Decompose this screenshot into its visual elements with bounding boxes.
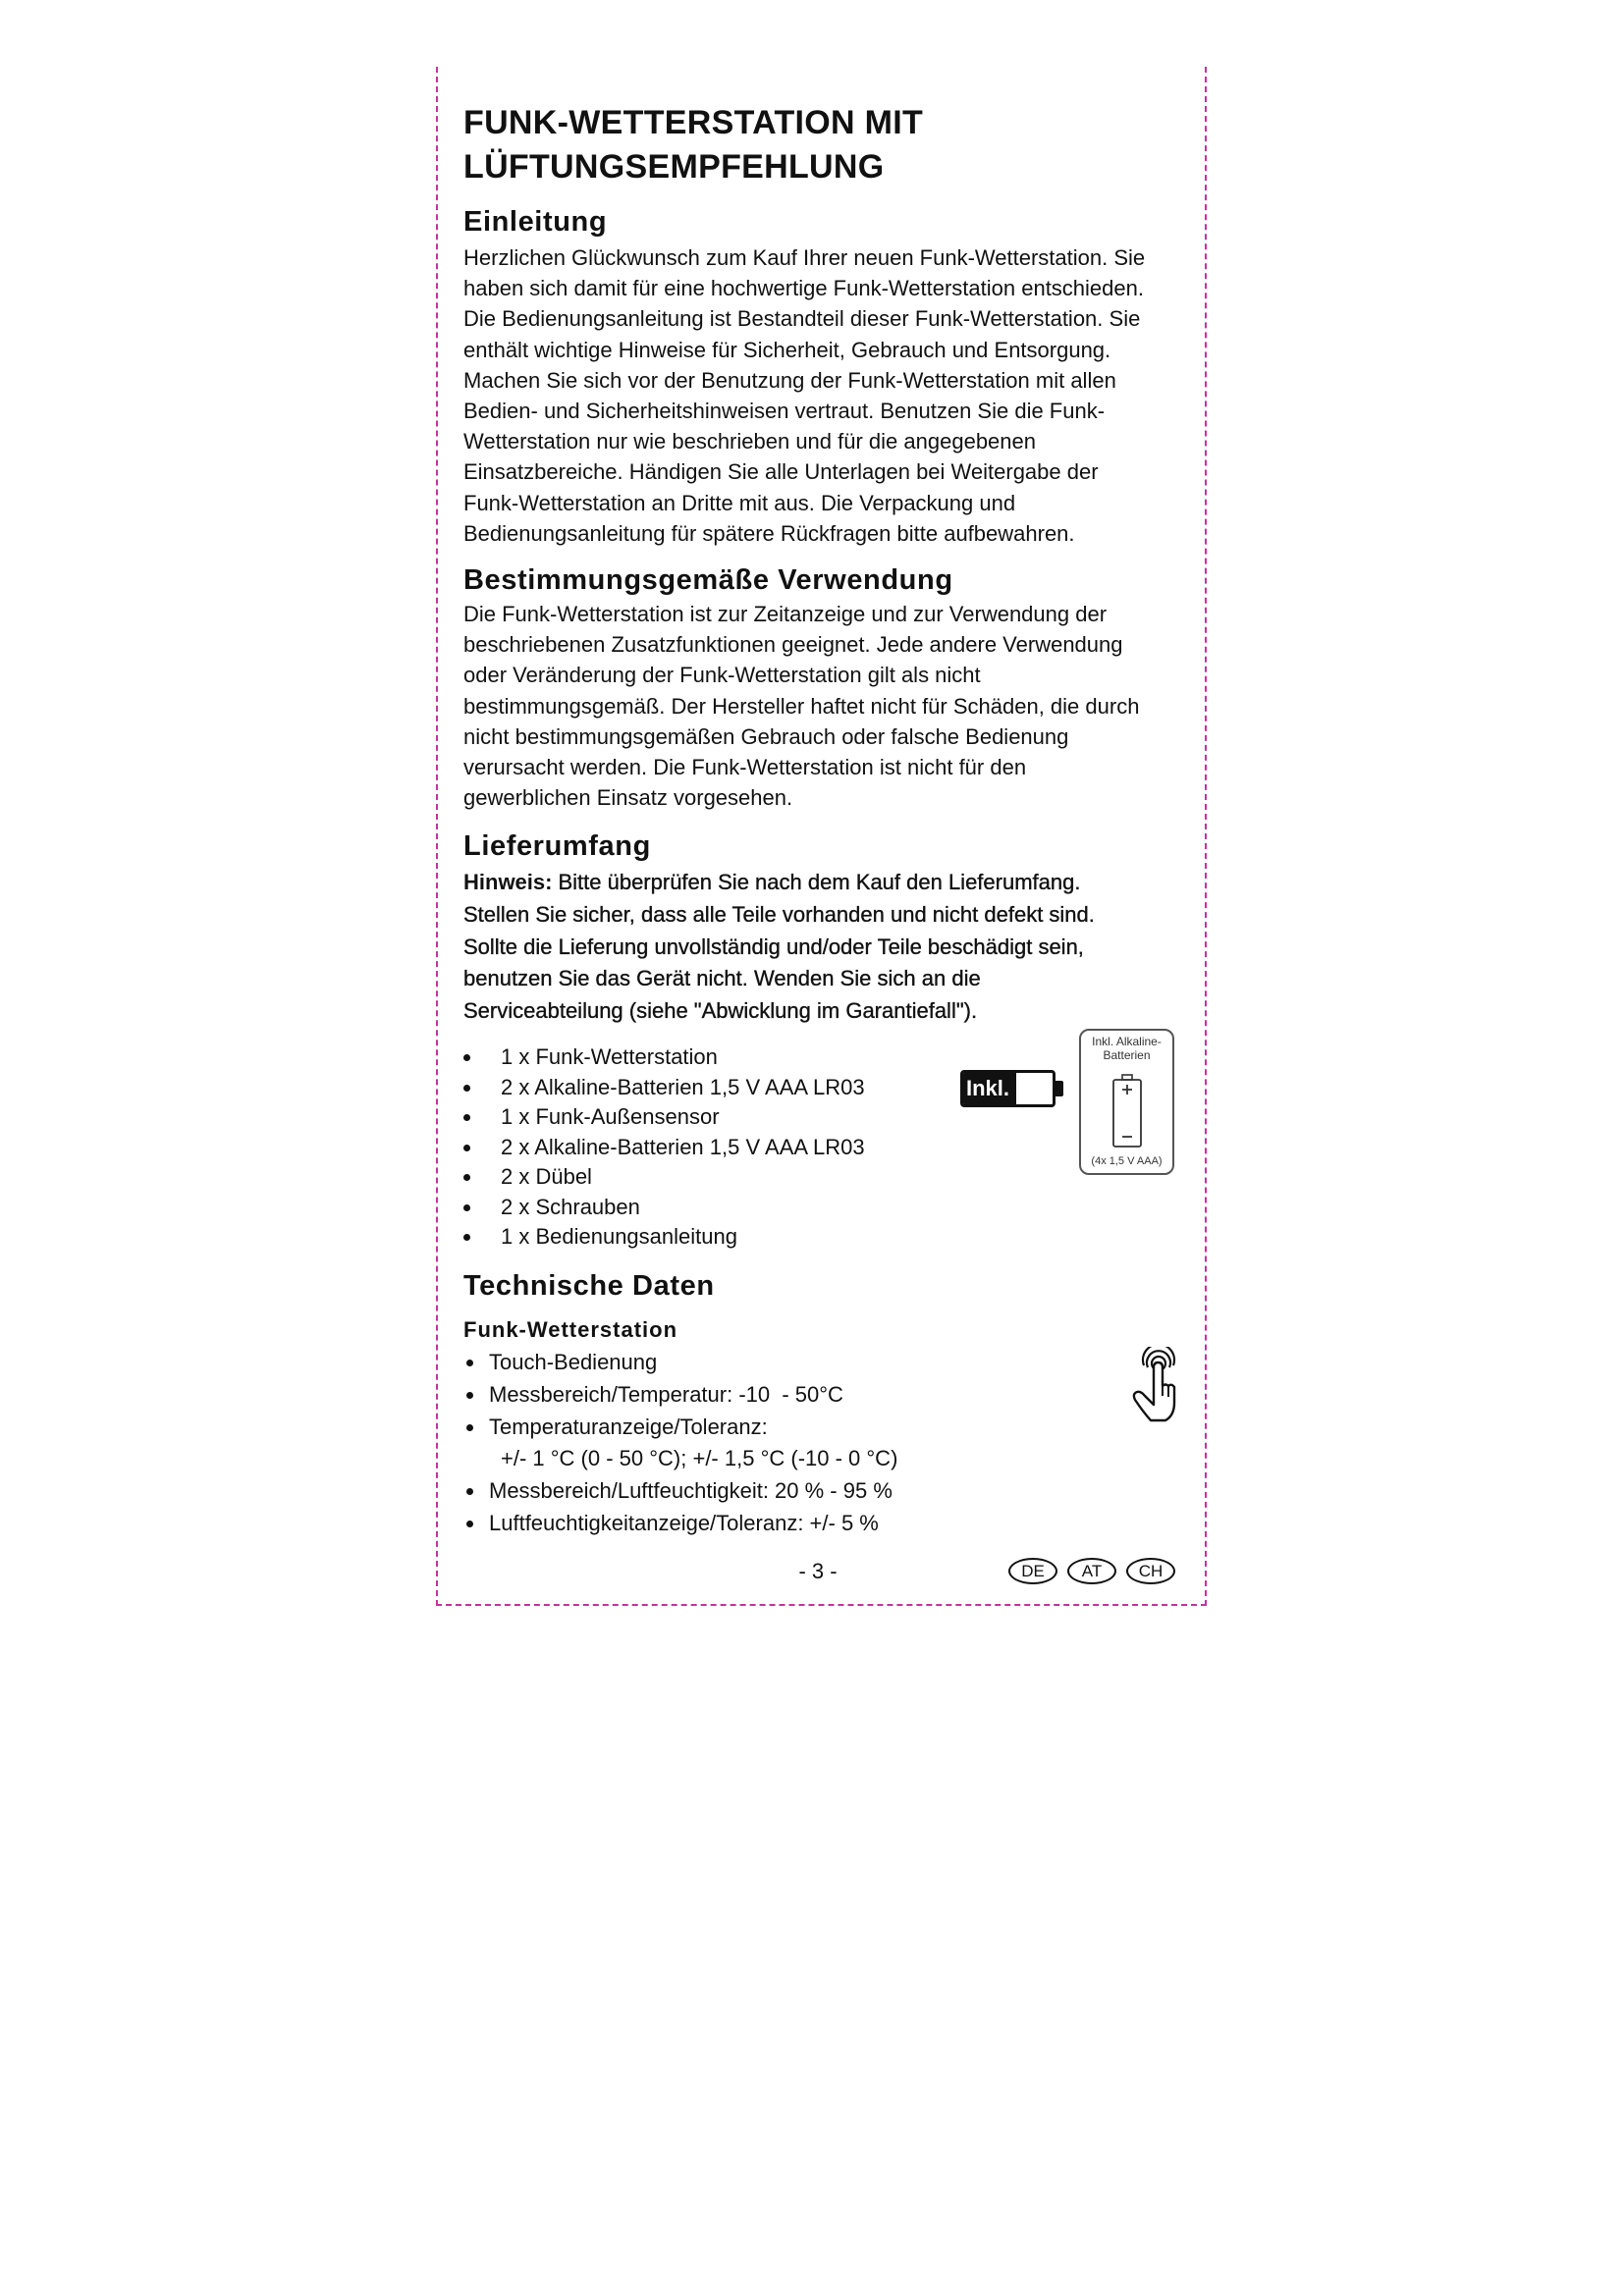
section-heading-intended-use: Bestimmungsgemäße Verwendung [463, 564, 953, 596]
paragraph-line: oder Veränderung der Funk-Wetterstation gilt als nicht [463, 663, 981, 688]
spec-item [463, 1379, 1111, 1412]
spec-text: Temperaturanzeige/Toleranz: [489, 1414, 768, 1439]
list-item [463, 1162, 915, 1193]
paragraph-line: gewerblichen Einsatz vorgesehen. [463, 785, 793, 811]
note-line: Sollte die Lieferung unvollständig und/oder Teile beschädigt sein, [463, 934, 1084, 959]
paragraph-line: Wetterstation nur wie beschrieben und für die angegebenen [463, 429, 1036, 454]
spec-item [463, 1508, 1111, 1540]
list-item-text: 2 x Schrauben [501, 1194, 640, 1219]
spec-text: Luftfeuchtigkeitanzeige/Toleranz: +/- 5 % [489, 1510, 879, 1535]
list-item [463, 1042, 915, 1073]
country-badge-ch: CH [1126, 1558, 1175, 1584]
list-item-text: 2 x Alkaline-Batterien 1,5 V AAA LR03 [501, 1074, 865, 1099]
intended-use-paragraph [463, 599, 1139, 813]
bullet-dot [466, 1424, 473, 1431]
paragraph-line: Die Funk-Wetterstation ist zur Zeitanzeige und zur Verwendung der [463, 602, 1108, 626]
bullet-dot [463, 1234, 470, 1241]
paragraph-line: verursacht werden. Die Funk-Wetterstation ist nicht für den [463, 755, 1027, 780]
note-line [463, 867, 1095, 899]
list-item [463, 1222, 915, 1253]
list-item [463, 1133, 915, 1163]
section-heading-technical: Technische Daten [463, 1270, 715, 1302]
list-item-text: 2 x Dübel [501, 1164, 592, 1189]
bullet-dot [463, 1204, 470, 1211]
paragraph-line: beschriebenen Zusatzfunktionen geeignet. Jede andere Verwendung [463, 632, 1123, 658]
spec-item-continuation [463, 1443, 1111, 1475]
battery-cylinder-icon [1110, 1073, 1144, 1149]
bullet-dot [463, 1174, 470, 1181]
list-item [463, 1193, 915, 1223]
battery-box-icon [1079, 1029, 1174, 1175]
bullet-dot [466, 1392, 473, 1399]
paragraph-line: Herzlichen Glückwunsch zum Kauf Ihrer neuen Funk-Wetterstation. Sie [463, 245, 1146, 270]
battery-fill [963, 1073, 1016, 1104]
technical-specs-list [463, 1347, 1111, 1540]
page-number: - 3 - [798, 1559, 838, 1583]
country-badge-de: DE [1008, 1558, 1057, 1584]
list-item-text: 1 x Funk-Wetterstation [501, 1044, 718, 1069]
document-title [463, 101, 923, 189]
title-line: LÜFTUNGSEMPFEHLUNG [463, 148, 885, 186]
list-item-text: 2 x Alkaline-Batterien 1,5 V AAA LR03 [501, 1134, 865, 1159]
spec-item [463, 1412, 1111, 1444]
touch-hand-icon [1129, 1347, 1180, 1423]
spec-item [463, 1347, 1111, 1379]
spec-text: +/- 1 °C (0 - 50 °C); +/- 1,5 °C (-10 - 0 °C) [501, 1446, 898, 1471]
technical-subheading: Funk-Wetterstation [463, 1317, 678, 1342]
battery-body [960, 1070, 1056, 1107]
bullet-dot [463, 1054, 470, 1061]
list-item [463, 1073, 915, 1103]
note-line: Serviceabteilung (siehe "Abwicklung im Garantiefall"). [463, 998, 978, 1024]
section-heading-delivery: Lieferumfang [463, 830, 651, 862]
intro-paragraph [463, 242, 1145, 549]
country-badge-at: AT [1067, 1558, 1116, 1584]
paragraph-line: haben sich damit für eine hochwertige Funk-Wetterstation entschieden. [463, 276, 1144, 301]
bullet-dot [466, 1360, 473, 1366]
spec-text: Messbereich/Temperatur: -10 - 50°C [489, 1381, 843, 1407]
spec-text: Messbereich/Luftfeuchtigkeit: 20 % - 95 % [489, 1478, 893, 1504]
battery-box-label: Inkl. Alkaline- [1092, 1035, 1162, 1048]
list-item [463, 1102, 915, 1133]
delivery-items-list [463, 1042, 915, 1253]
paragraph-line: Machen Sie sich vor der Benutzung der Funk-Wetterstation mit allen [463, 367, 1116, 393]
bullet-dot [463, 1085, 470, 1092]
battery-included-icon [960, 1070, 1066, 1107]
bullet-dot [466, 1521, 473, 1527]
battery-box-caption: (4x 1,5 V AAA) [1091, 1155, 1163, 1167]
paragraph-line: Bedienungsanleitung für spätere Rückfragen bitte aufbewahren. [463, 520, 1075, 546]
battery-badge-label: Inkl. [966, 1076, 1010, 1100]
title-line: FUNK-WETTERSTATION MIT [463, 104, 924, 141]
paragraph-line: bestimmungsgemäß. Der Hersteller haftet nicht für Schäden, die durch [463, 693, 1140, 719]
paragraph-line: Bedien- und Sicherheitshinweisen vertraut. Benutzen Sie die Funk- [463, 399, 1106, 424]
note-line: Stellen Sie sicher, dass alle Teile vorhanden und nicht defekt sind. [463, 901, 1095, 927]
spec-text: Touch-Bedienung [489, 1350, 658, 1374]
bullet-dot [463, 1145, 470, 1151]
paragraph-line: Einsatzbereiche. Händigen Sie alle Unterlagen bei Weitergabe der [463, 459, 1099, 485]
spec-item [463, 1475, 1111, 1508]
paragraph-line: Die Bedienungsanleitung ist Bestandteil dieser Funk-Wetterstation. Sie [463, 306, 1141, 332]
bullet-dot [466, 1488, 473, 1495]
note-text: Bitte überprüfen Sie nach dem Kauf den Lieferumfang. [558, 870, 1081, 894]
list-item-text: 1 x Funk-Außensensor [501, 1104, 720, 1129]
note-label: Hinweis: [463, 870, 553, 894]
section-heading-intro: Einleitung [463, 206, 608, 238]
paragraph-line: enthält wichtige Hinweise für Sicherheit, Gebrauch und Entsorgung. [463, 337, 1111, 362]
delivery-note [463, 867, 1095, 1028]
list-item-text: 1 x Bedienungsanleitung [501, 1224, 737, 1249]
battery-box-label: Batterien [1103, 1048, 1151, 1062]
paragraph-line: Funk-Wetterstation an Dritte mit aus. Die Verpackung und [463, 490, 1016, 515]
battery-terminal [1056, 1081, 1063, 1096]
note-line: benutzen Sie das Gerät nicht. Wenden Sie sich an die [463, 966, 981, 991]
bullet-dot [463, 1114, 470, 1121]
paragraph-line: nicht bestimmungsgemäßen Gebrauch oder falsche Bedienung [463, 723, 1069, 749]
